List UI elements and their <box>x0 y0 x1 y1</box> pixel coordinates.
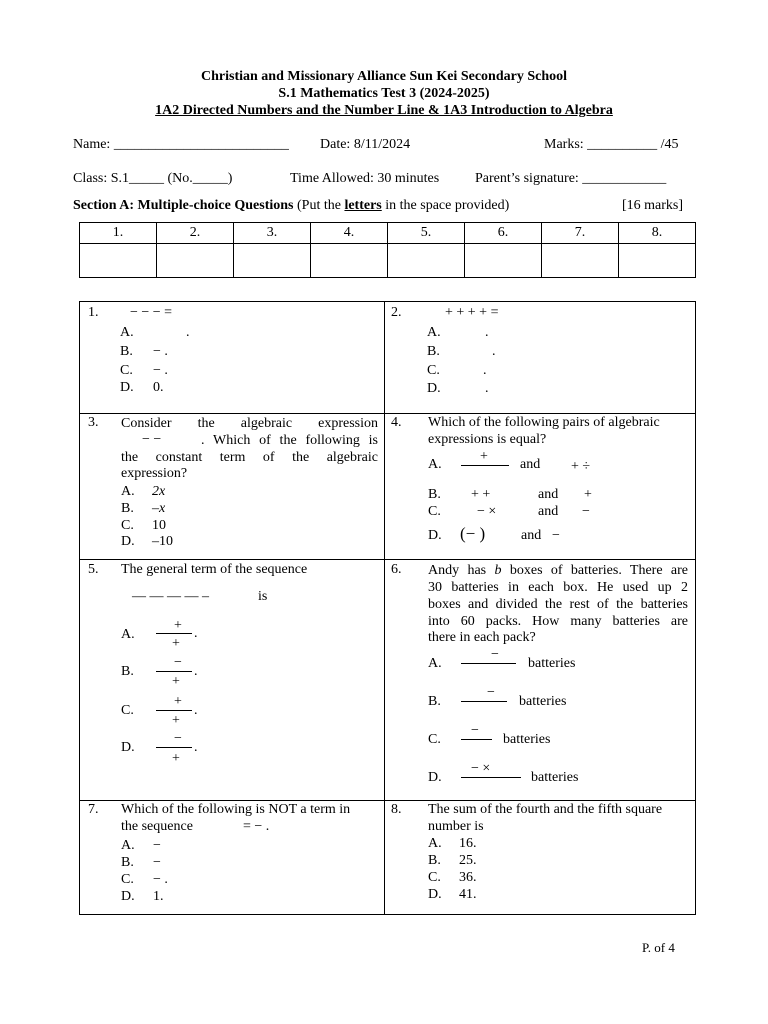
option-b-label: B. <box>120 344 133 359</box>
option-d-label: D. <box>428 887 442 902</box>
option-c-label: C. <box>120 363 133 378</box>
question-stem: − − − = <box>130 305 173 320</box>
question-stem: + + + + = <box>445 305 499 320</box>
option-a-numerator: − <box>491 647 499 662</box>
question-line: The general term of the sequence <box>121 562 308 577</box>
answer-box[interactable] <box>311 244 388 278</box>
option-d-numerator: − <box>174 731 182 746</box>
marks-field[interactable]: Marks: __________ /45 <box>544 137 679 152</box>
option-a-text: . <box>485 325 489 340</box>
option-b-text: − . <box>153 344 168 359</box>
option-b-denominator: + <box>172 674 180 689</box>
option-c-label: C. <box>121 518 134 533</box>
question-number: 6. <box>391 562 402 577</box>
option-c-and: and <box>538 504 559 519</box>
answer-box[interactable] <box>542 244 619 278</box>
option-d-dot: . <box>194 740 198 755</box>
option-c-numerator: − <box>471 723 479 738</box>
fraction-bar <box>156 747 192 748</box>
option-d-text: –10 <box>152 534 173 549</box>
date-label: Date: 8/11/2024 <box>320 137 411 152</box>
section-a-heading <box>73 198 509 214</box>
option-b-lhs: + + <box>471 487 491 502</box>
option-a-text: − <box>153 838 161 853</box>
option-c-lhs: − × <box>477 504 497 519</box>
answer-box[interactable] <box>157 244 234 278</box>
option-c-label: C. <box>428 870 441 885</box>
instruction-pre: (Put the <box>297 198 341 213</box>
option-a-label: A. <box>121 627 135 642</box>
questions-grid <box>79 301 696 915</box>
option-a-label: A. <box>427 325 441 340</box>
option-b-numerator: − <box>487 685 495 700</box>
option-d-text: 1. <box>153 889 164 904</box>
option-a-label: A. <box>428 457 442 472</box>
test-topic: 1A2 Directed Numbers and the Number Line & 1A3 Introduction to Algebra <box>155 103 613 118</box>
option-a-label: A. <box>428 656 442 671</box>
option-b-text: –x <box>152 501 166 516</box>
fraction-bar <box>461 663 516 664</box>
option-d-text: . <box>485 381 489 396</box>
question-3 <box>80 414 384 559</box>
question-number: 2. <box>391 305 402 320</box>
question-number: 1. <box>88 305 99 320</box>
fraction-bar <box>461 465 509 466</box>
question-text: boxes of batteries. There are <box>509 563 689 578</box>
question-line: The sum of the fourth and the fifth square <box>428 802 663 817</box>
answer-table <box>79 222 696 278</box>
option-a-text: 16. <box>459 836 477 851</box>
option-a-label: A. <box>120 325 134 340</box>
option-a-numerator: + <box>480 449 488 464</box>
answer-box[interactable] <box>234 244 311 278</box>
sequence-formula: = − . <box>243 819 270 834</box>
fraction-bar <box>461 701 507 702</box>
option-c-text: 10 <box>152 518 166 533</box>
option-c-label: C. <box>121 703 134 718</box>
question-5 <box>80 560 384 800</box>
question-number: 8. <box>391 802 402 817</box>
option-a-numerator: + <box>174 618 182 633</box>
question-number: 4. <box>391 415 402 430</box>
instruction-post: in the space provided) <box>385 198 510 213</box>
option-b-and: and <box>538 487 559 502</box>
time-allowed: Time Allowed: 30 minutes <box>290 171 440 186</box>
option-b-label: B. <box>428 853 441 868</box>
question-2 <box>385 302 695 413</box>
question-1 <box>80 302 384 413</box>
option-d-label: D. <box>428 528 442 543</box>
option-b-label: B. <box>428 487 441 502</box>
option-a-unit: batteries <box>528 656 576 671</box>
answer-header: 2. <box>157 223 234 244</box>
question-line: . Which of the following is <box>201 433 378 448</box>
answer-header: 3. <box>234 223 311 244</box>
option-d-denominator: + <box>172 751 180 766</box>
option-c-label: C. <box>121 872 134 887</box>
option-b-text: − <box>153 855 161 870</box>
question-line: boxes and divided the rest of the batteries <box>428 597 688 612</box>
option-b-label: B. <box>121 501 134 516</box>
option-c-text: − . <box>153 363 168 378</box>
option-a-dot: . <box>194 626 198 641</box>
option-d-unit: batteries <box>531 770 579 785</box>
option-d-numerator: − × <box>471 761 491 776</box>
question-line: the sequence <box>121 819 193 834</box>
option-b-dot: . <box>194 664 198 679</box>
option-b-text: . <box>492 344 496 359</box>
option-c-label: C. <box>427 363 440 378</box>
option-b-label: B. <box>121 855 134 870</box>
option-c-rhs: − <box>582 504 590 519</box>
question-is: is <box>258 589 268 604</box>
option-d-and: and <box>521 528 542 543</box>
question-line: number is <box>428 819 484 834</box>
question-line <box>428 562 688 579</box>
expression: − − <box>142 432 162 447</box>
answer-row <box>80 244 696 278</box>
answer-box[interactable] <box>619 244 696 278</box>
class-field[interactable]: Class: S.1_____ (No._____) <box>73 171 233 186</box>
page-number: P. of 4 <box>642 940 675 955</box>
question-7 <box>80 801 384 914</box>
test-title: S.1 Mathematics Test 3 (2024-2025) <box>278 86 490 101</box>
question-line: expressions is equal? <box>428 432 547 447</box>
question-line: Which of the following pairs of algebraic <box>428 415 660 430</box>
option-d-label: D. <box>121 740 135 755</box>
option-c-numerator: + <box>174 694 182 709</box>
option-d-label: D. <box>121 889 135 904</box>
option-c-label: C. <box>428 732 441 747</box>
answer-box[interactable] <box>465 244 542 278</box>
fraction-bar <box>156 710 192 711</box>
option-d-text: 41. <box>459 887 477 902</box>
section-a-title: Section A: Multiple-choice Questions <box>73 198 294 213</box>
option-b-rhs: + <box>584 487 592 502</box>
option-c-unit: batteries <box>503 732 551 747</box>
option-a-denominator: + <box>172 636 180 651</box>
option-b-unit: batteries <box>519 694 567 709</box>
fraction-bar <box>156 633 192 634</box>
option-d-label: D. <box>428 770 442 785</box>
option-b-label: B. <box>427 344 440 359</box>
question-line: into 60 packs. How many batteries are <box>428 614 688 629</box>
option-c-text: . <box>483 363 487 378</box>
option-a-label: A. <box>428 836 442 851</box>
question-number: 5. <box>88 562 99 577</box>
sequence: — — — — – <box>132 589 209 604</box>
option-b-label: B. <box>428 694 441 709</box>
fraction-bar <box>461 739 492 740</box>
answer-header-row <box>80 223 696 244</box>
question-line: Which of the following is NOT a term in <box>121 802 351 817</box>
option-d-label: D. <box>121 534 135 549</box>
option-d-lhs: (− ) <box>460 524 486 543</box>
variable-b: b <box>494 563 502 578</box>
question-line: 30 batteries in each box. He used up 2 <box>428 580 688 595</box>
name-field[interactable]: Name: _________________________ <box>73 137 289 152</box>
option-c-dot: . <box>194 703 198 718</box>
option-c-label: C. <box>428 504 441 519</box>
question-line: there in each pack? <box>428 630 536 645</box>
answer-header: 8. <box>619 223 696 244</box>
question-line: expression? <box>121 466 188 481</box>
option-a-label: A. <box>121 838 135 853</box>
answer-header: 4. <box>311 223 388 244</box>
option-b-text: 25. <box>459 853 477 868</box>
option-d-text: 0. <box>153 380 164 395</box>
question-line: Consider the algebraic expression <box>121 416 378 431</box>
section-a-marks: [16 marks] <box>622 198 684 213</box>
question-4 <box>385 414 695 559</box>
fraction-bar <box>156 671 192 672</box>
option-c-denominator: + <box>172 713 180 728</box>
question-6 <box>385 560 695 800</box>
question-line: the constant term of the algebraic <box>121 450 378 465</box>
question-8 <box>385 801 695 914</box>
instruction-letters: letters <box>344 198 382 213</box>
answer-header: 5. <box>388 223 465 244</box>
school-name: Christian and Missionary Alliance Sun Kei Secondary School <box>201 69 567 84</box>
option-c-text: − . <box>153 872 168 887</box>
option-a-and: and <box>520 457 541 472</box>
answer-header: 6. <box>465 223 542 244</box>
question-number: 7. <box>88 802 99 817</box>
option-a-text: . <box>186 325 190 340</box>
option-d-label: D. <box>427 381 441 396</box>
option-b-numerator: − <box>174 655 182 670</box>
answer-box[interactable] <box>388 244 465 278</box>
question-number: 3. <box>88 415 99 430</box>
option-d-label: D. <box>120 380 134 395</box>
question-text: Andy has <box>428 563 487 578</box>
option-a-label: A. <box>121 484 135 499</box>
option-a-rhs: + ÷ <box>571 459 591 474</box>
signature-field[interactable]: Parent’s signature: ____________ <box>475 171 667 186</box>
answer-header: 1. <box>80 223 157 244</box>
option-d-rhs: − <box>552 528 560 543</box>
answer-header: 7. <box>542 223 619 244</box>
option-a-text: 2x <box>152 484 166 499</box>
answer-box[interactable] <box>80 244 157 278</box>
option-c-text: 36. <box>459 870 477 885</box>
fraction-bar <box>461 777 521 778</box>
option-b-label: B. <box>121 664 134 679</box>
